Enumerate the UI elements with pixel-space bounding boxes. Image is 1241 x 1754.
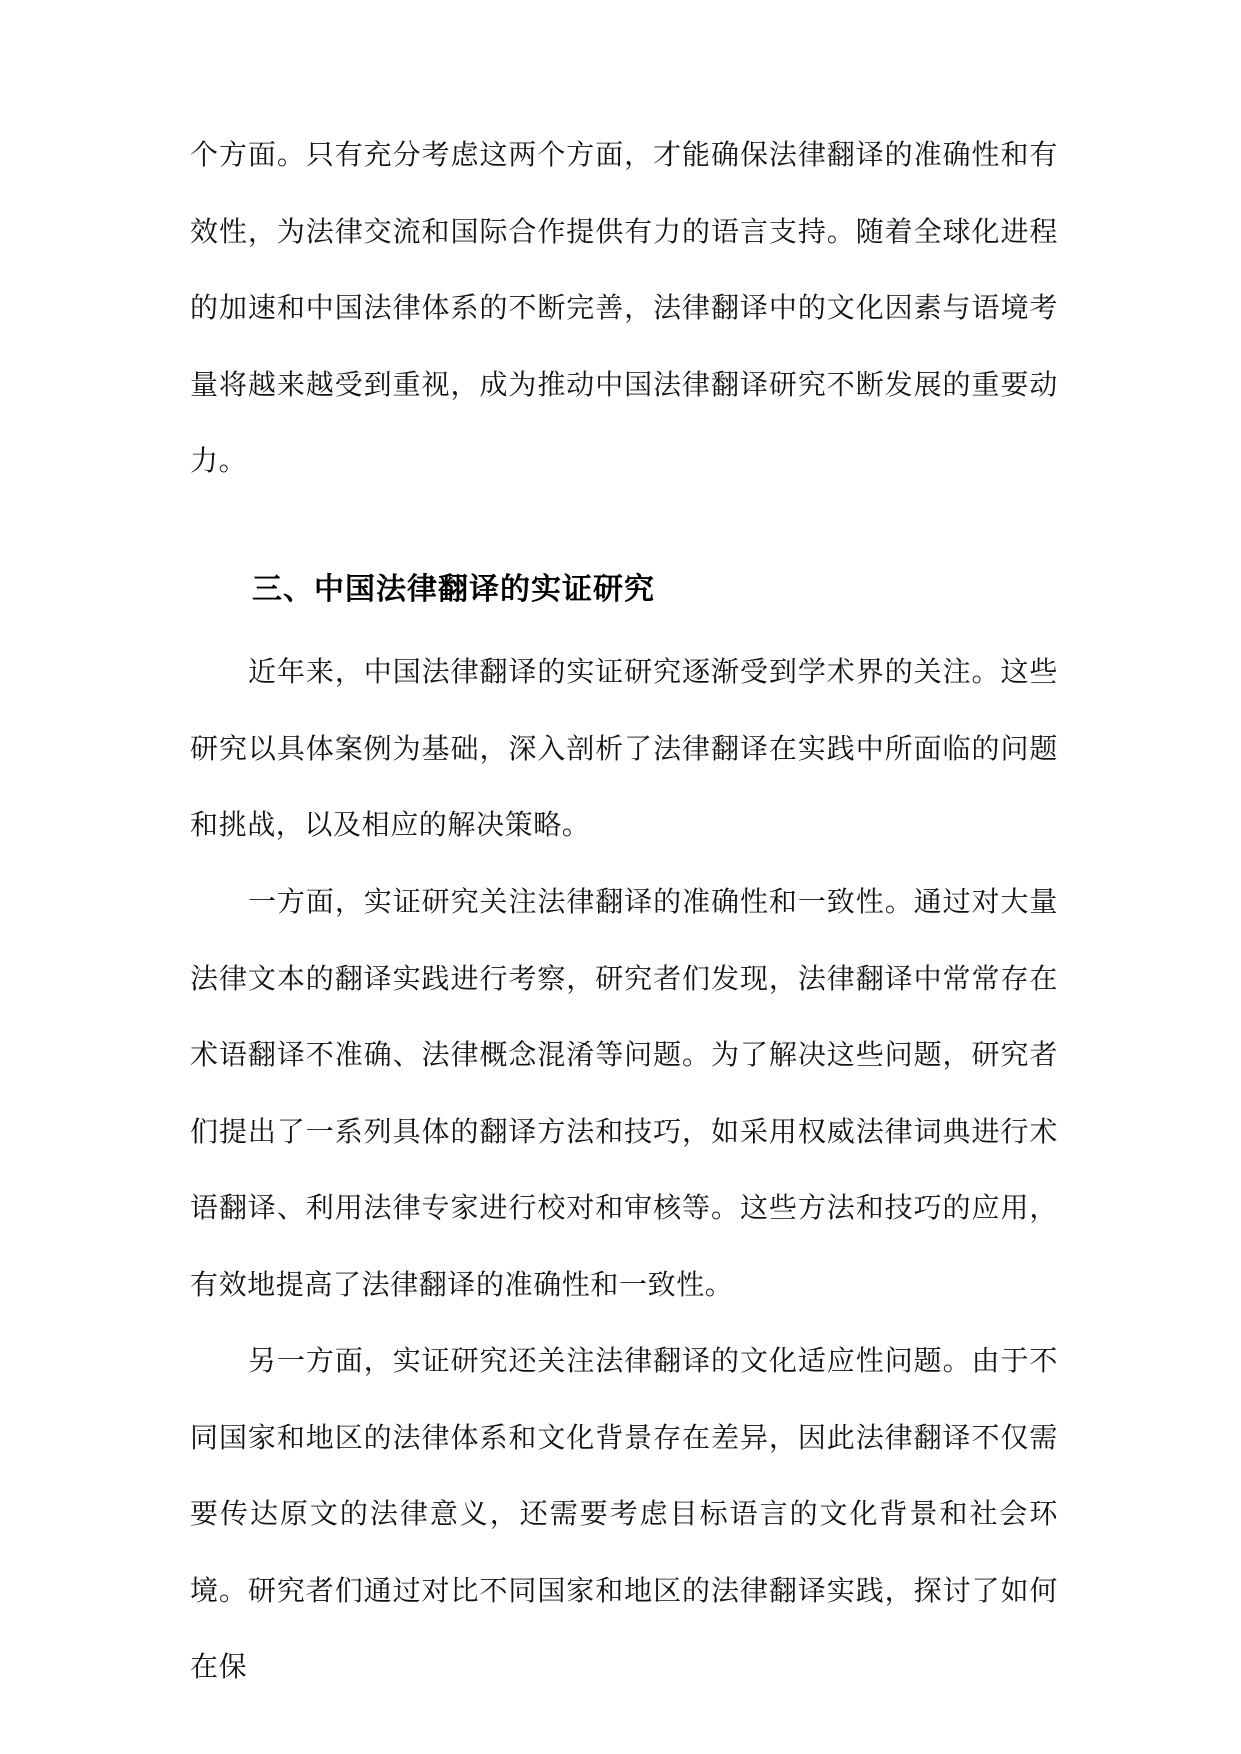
paragraph-cultural-adaptation: 另一方面，实证研究还关注法律翻译的文化适应性问题。由于不同国家和地区的法律体系和文化背景存在差异，因此法律翻译不仅需要传达原文的法律意义，还需要考虑目标语言的文化背景和社会环境。研究者们通过对比不同国家和地区的法律翻译实践，探讨了如何在保 (190, 1344, 1058, 1683)
paragraph-continuation: 个方面。只有充分考虑这两个方面，才能确保法律翻译的准确性和有效性，为法律交流和国际合作提供有力的语言支持。随着全球化进程的加速和中国法律体系的不断完善，法律翻译中的文化因素与语境考量将越来越受到重视，成为推动中国法律翻译研究不断发展的重要动力。 (190, 138, 1058, 477)
section-heading: 三、中国法律翻译的实证研究 (252, 572, 655, 607)
paragraph-intro: 近年来，中国法律翻译的实证研究逐渐受到学术界的关注。这些研究以具体案例为基础，深入剖析了法律翻译在实践中所面临的问题和挑战，以及相应的解决策略。 (190, 655, 1058, 841)
paragraph-accuracy: 一方面，实证研究关注法律翻译的准确性和一致性。通过对大量法律文本的翻译实践进行考察，研究者们发现，法律翻译中常常存在术语翻译不准确、法律概念混淆等问题。为了解决这些问题，研究者们提出了一系列具体的翻译方法和技巧，如采用权威法律词典进行术语翻译、利用法律专家进行校对和审核等。这些方法和技巧的应用，有效地提高了法律翻译的准确性和一致性。 (190, 885, 1058, 1301)
